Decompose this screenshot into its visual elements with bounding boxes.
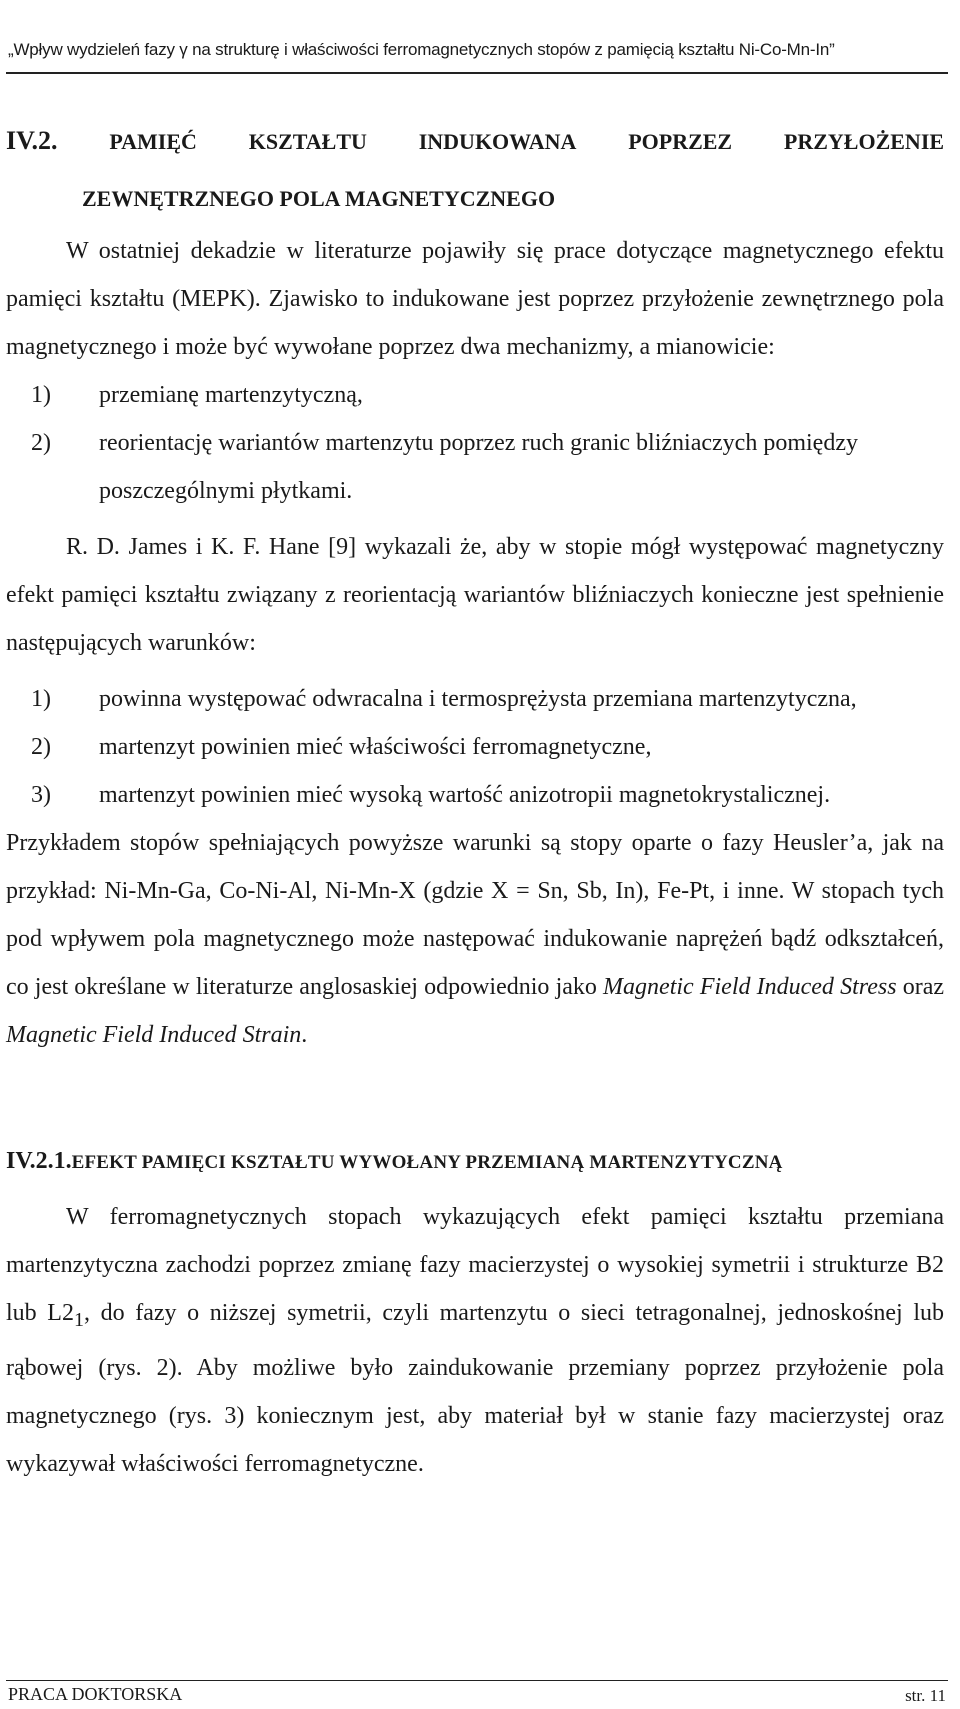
examples-text: Przykładem stopów spełniających powyższe warunki są stopy oparte o fazy Heusler’a, jak na przykład: Ni-Mn-Ga, Co-Ni-Al, Ni-Mn-X (gdzie X = Sn, Sb, In), Fe-Pt, i inne. W stopach tych pod wpływem pola magnetycznego może następować indukowanie naprężeń bądź odkształceń, co jest określane w literaturze anglosaskiej odpowiednio jako: [6, 830, 944, 1000]
term-stress: Magnetic Field Induced Stress: [603, 974, 897, 1000]
footer-label: PRACA DOKTORSKA: [8, 1684, 183, 1704]
section-title-word-2: KSZTAŁTU: [248, 129, 367, 154]
list-item: [6, 419, 944, 515]
section-title-word-3: INDUKOWANA: [418, 129, 577, 154]
list-item: [6, 371, 944, 419]
intro-paragraph: W ostatniej dekadzie w literaturze pojawiły się prace dotyczące magnetycznego efektu pamięci kształtu (MEPK). Zjawisko to indukowane jest poprzez przyłożenie zewnętrznego pola magnetycznego i może być wywołane poprzez dwa mechanizmy, a mianowicie:: [6, 238, 944, 360]
footer-divider: [6, 1680, 948, 1681]
list-number: 2): [31, 430, 51, 456]
subscript: 1: [73, 1308, 84, 1331]
subsection-text-end: , do fazy o niższej symetrii, czyli martenzytu o sieci tetragonalnej, jednoskośnej lub rąbowej (rys. 2). Aby możliwe było zaindukowanie przemiany poprzez przyłożenie pola magnetycznego (rys. 3) koniecznym jest, aby materiał był w stanie fazy macierzystej oraz wykazywał właściwości ferromagnetyczne.: [6, 1300, 945, 1477]
section-title-word-4: POPRZEZ: [628, 129, 733, 154]
list-number: 1): [31, 382, 51, 408]
list-text: martenzyt powinien mieć właściwości ferromagnetyczne,: [99, 734, 652, 760]
period: .: [301, 1022, 308, 1048]
section-heading: [6, 112, 944, 227]
conjunction: oraz: [896, 974, 944, 1000]
mechanisms-list: [6, 371, 944, 515]
header-divider: [6, 72, 948, 74]
list-item: [6, 771, 944, 819]
list-number: 2): [31, 734, 51, 760]
conditions-list: [6, 675, 944, 819]
page-number: str. 11: [905, 1686, 946, 1705]
james-hane-paragraph: R. D. James i K. F. Hane [9] wykazali że, aby w stopie mógł występować magnetyczny efekt pamięci kształtu związany z reorientacją wariantów bliźniaczych konieczne jest spełnienie następujących warunków:: [6, 534, 944, 656]
subsection-heading: [6, 1131, 944, 1193]
list-text: reorientację wariantów martenzytu poprzez ruch granic bliźniaczych pomiędzy poszczególnymi płytkami.: [99, 430, 858, 504]
section-number: IV.2.: [6, 126, 58, 155]
list-number: 3): [31, 782, 51, 808]
list-text: martenzyt powinien mieć wysoką wartość anizotropii magnetokrystalicznej.: [99, 782, 831, 808]
section-title-word-1: PAMIĘĆ: [109, 129, 197, 154]
subsection-number: IV.2.1.: [6, 1148, 72, 1174]
subsection-paragraph: [6, 1193, 944, 1488]
page-content: [6, 112, 944, 1488]
subsection-text-start: W ferromagnetycznych stopach wykazujących efekt pamięci kształtu przemiana martenzytyczna zachodzi poprzez zmianę fazy macierzystej o wysokiej symetrii i strukturze B2 lub L2: [6, 1204, 944, 1326]
list-text: powinna występować odwracalna i termosprężysta przemiana martenzytyczna,: [99, 686, 857, 712]
examples-paragraph: [6, 819, 944, 1059]
subsection-title: EFEKT PAMIĘCI KSZTAŁTU WYWOŁANY PRZEMIANĄ MARTENZYTYCZNĄ: [71, 1152, 783, 1173]
list-number: 1): [31, 686, 51, 712]
section-title-line2: ZEWNĘTRZNEGO POLA MAGNETYCZNEGO: [82, 186, 556, 211]
term-strain: Magnetic Field Induced Strain: [6, 1022, 302, 1048]
section-title-word-5: PRZYŁOŻENIE: [783, 129, 945, 154]
list-item: [6, 675, 944, 723]
list-text: przemianę martenzytyczną,: [99, 382, 363, 408]
running-header: „Wpływ wydzieleń fazy γ na strukturę i właściwości ferromagnetycznych stopów z pamięcią kształtu Ni-Co-Mn-In”: [8, 40, 835, 59]
list-item: [6, 723, 944, 771]
